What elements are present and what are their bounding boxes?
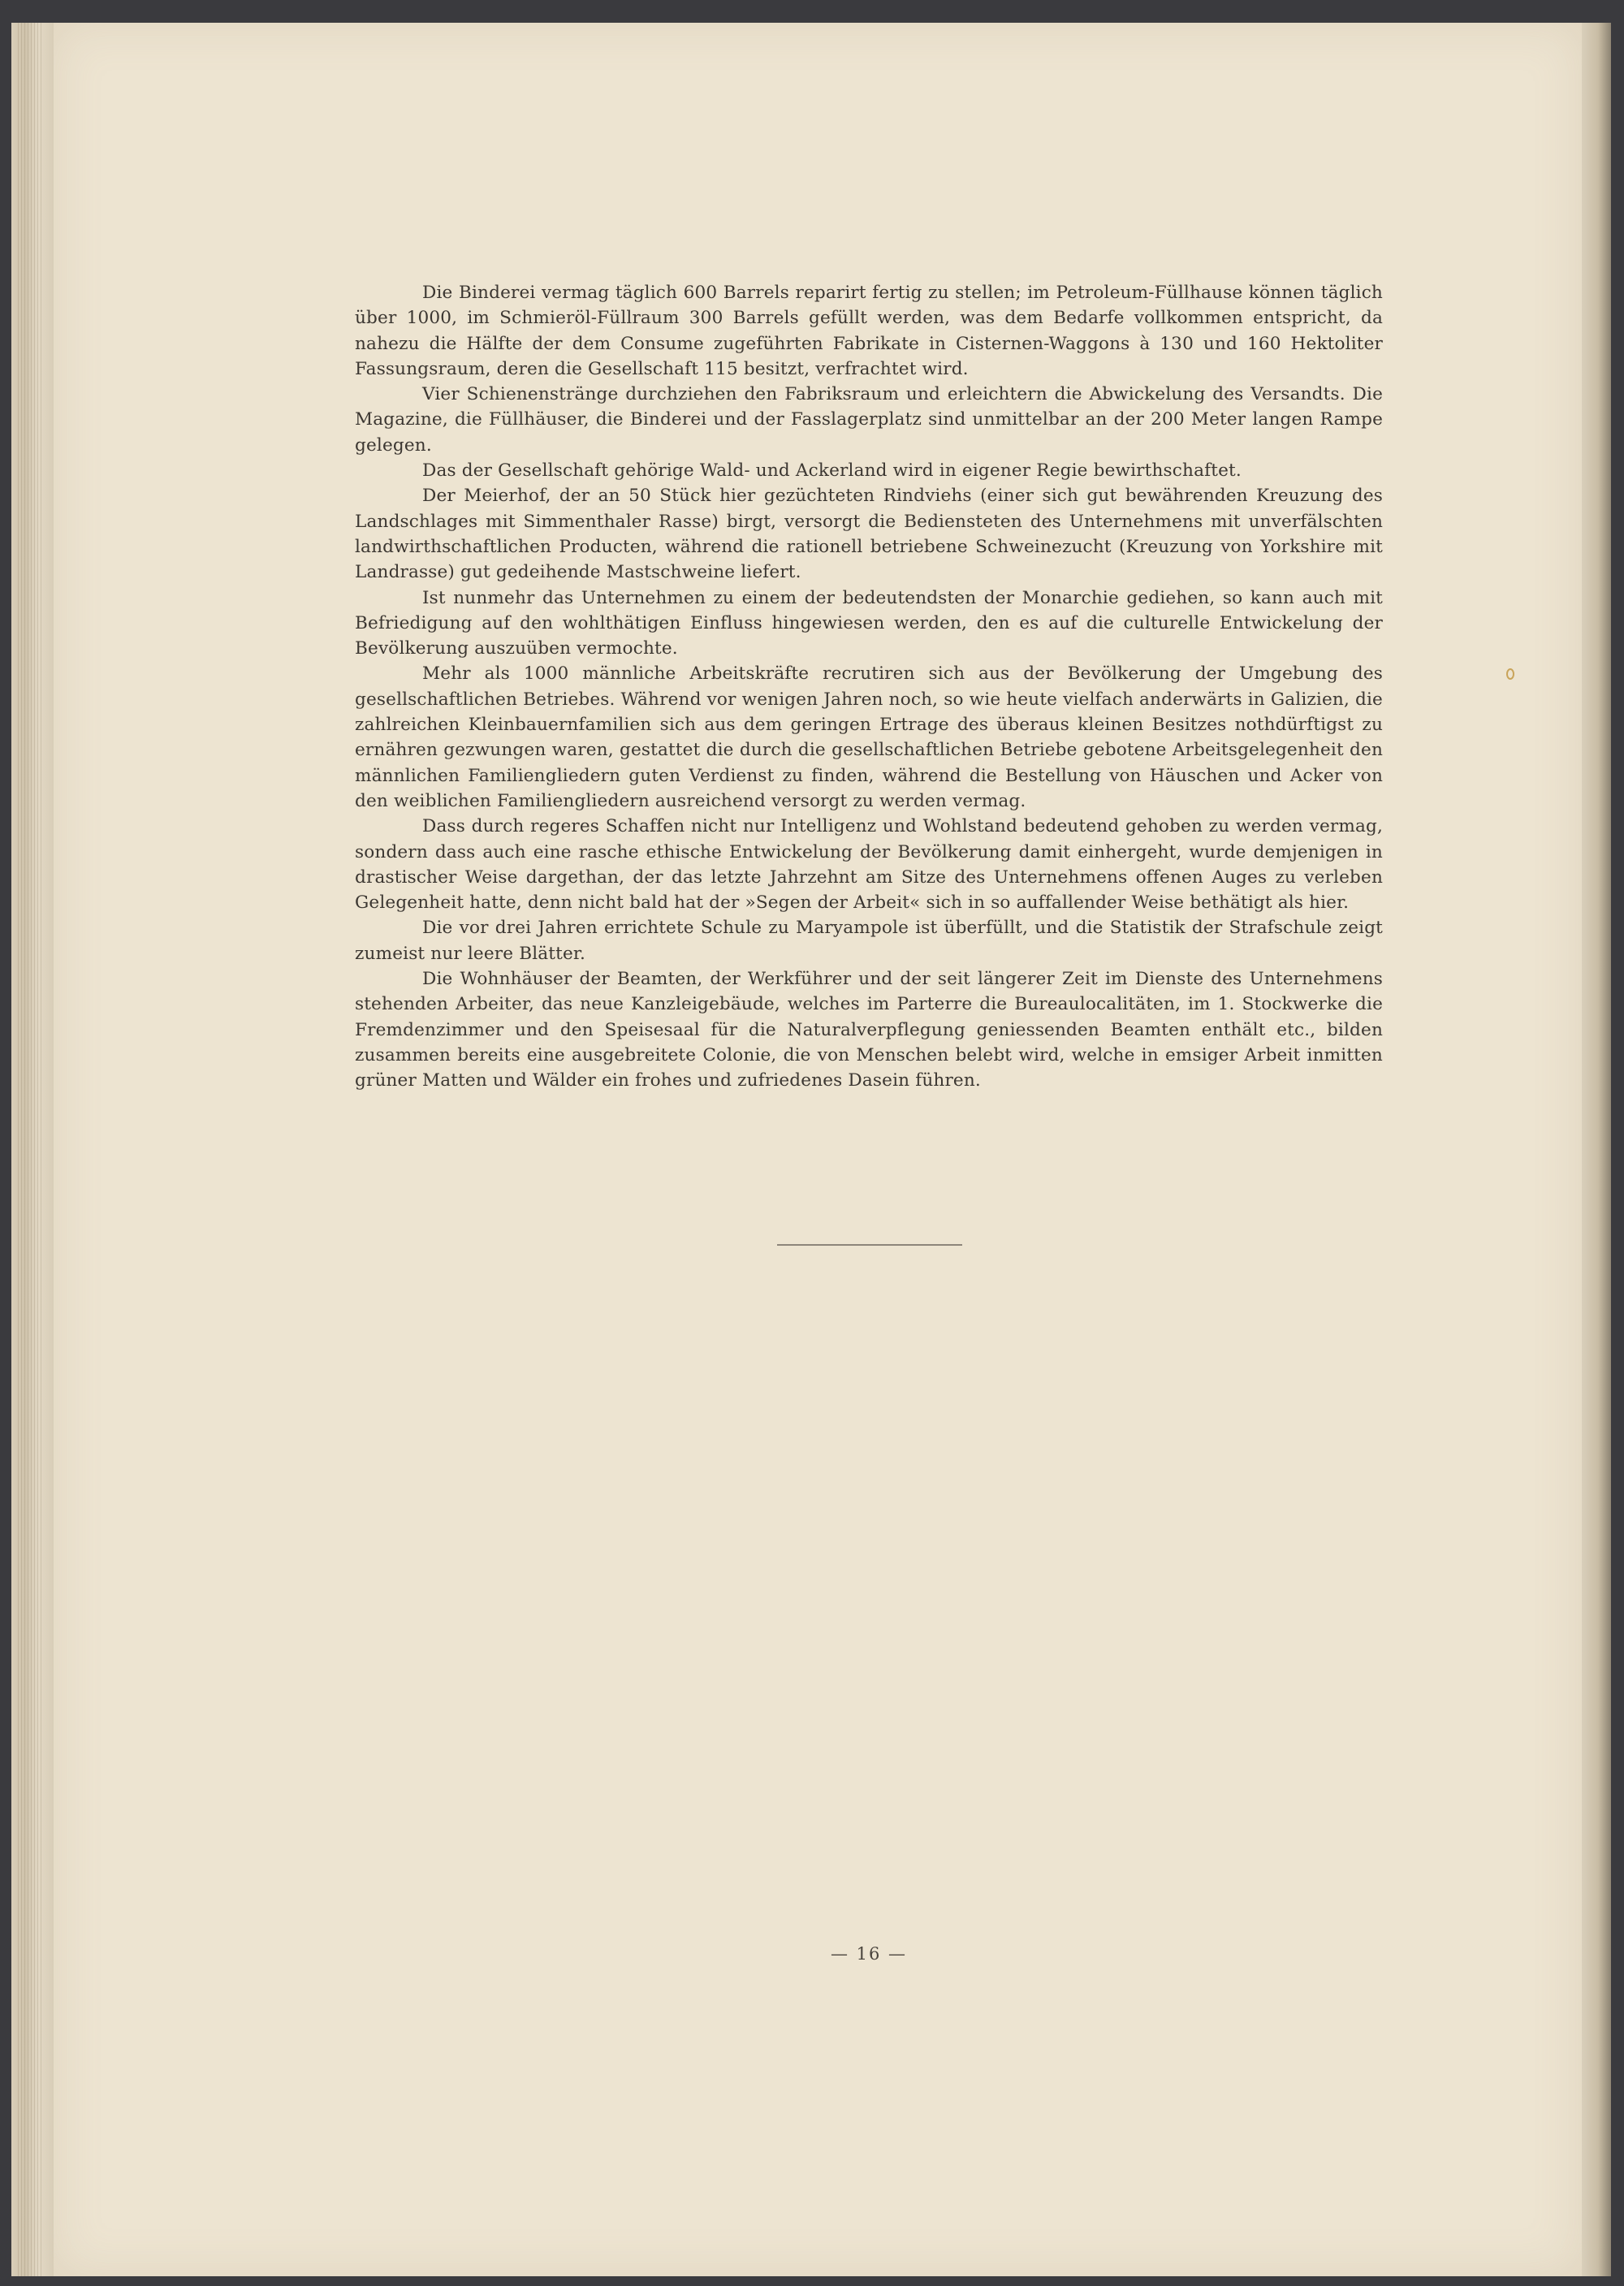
paragraph: Vier Schienenstränge durchziehen den Fabriksraum und erleichtern die Abwickelung des Versandts. Die Magazine, die Füllhäuser, die Binderei und der Fasslagerplatz sind unmittelbar an der 200 Meter langen Rampe gelegen. bbox=[355, 384, 1383, 456]
paragraph: Das der Gesellschaft gehörige Wald- und Ackerland wird in eigener Regie bewirthschaftet. bbox=[422, 460, 1242, 482]
page-number: — 16 — bbox=[830, 1944, 908, 1964]
paragraph: Die Wohnhäuser der Beamten, der Werkführer und der seit längerer Zeit im Dienste des Unternehmens stehenden Arbeiter, das neue Kanzleigebäude, welches im Parterre die Bureaulocalitäten, im 1. Stockwerke die Fremdenzimmer und den Speisesaal für die Naturalverpflegung geniessenden Beamten enthält etc., bilden zusammen bereits eine ausgebreitete Colonie, die von Menschen belebt wird, welche in emsiger Arbeit inmitten grüner Matten und Wälder ein frohes und zufriedenes Dasein führen. bbox=[355, 969, 1383, 1091]
section-end-rule bbox=[777, 1244, 962, 1246]
paragraph: Die Binderei vermag täglich 600 Barrels reparirt fertig zu stellen; im Petroleum-Füllhause können täglich über 1000, im Schmieröl-Füllraum 300 Barrels gefüllt werden, was dem Bedarfe vollkommen entspricht, da nahezu die Hälfte der dem Consume zugeführten Fabrikate in Cisternen-Waggons à 130 und 160 Hektoliter Fassungsraum, deren die Gesellschaft 115 besitzt, verfrachtet wird. bbox=[355, 283, 1383, 379]
paragraph: Dass durch regeres Schaffen nicht nur Intelligenz und Wohlstand bedeutend gehoben zu werden vermag, sondern dass auch eine rasche ethische Entwickelung der Bevölkerung damit einhergeht, wurde demjenigen in drastischer Weise dargethan, der das letzte Jahrzehnt am Sitze des Unternehmens offenen Auges zu verleben Gelegenheit hatte, denn nicht bald hat der »Segen der Arbeit« sich in so auffallender Weise bethätigt als hier. bbox=[355, 816, 1383, 914]
paragraph: Die vor drei Jahren errichtete Schule zu Maryampole ist überfüllt, und die Statistik der Strafschule zeigt zumeist nur leere Blätter. bbox=[355, 918, 1383, 964]
body-text bbox=[355, 280, 1383, 1094]
paragraph: Der Meierhof, der an 50 Stück hier gezüchteten Rindviehs (einer sich gut bewährenden Kreuzung des Landschlages mit Simmenthaler Rasse) birgt, versorgt die Bediensteten des Unternehmens mit unverfälschten landwirthschaftlichen Producten, während die rationell betriebene Schweinezucht (Kreuzung von Yorkshire mit Landrasse) gut gedeihende Mastschweine liefert. bbox=[355, 486, 1383, 583]
ink-blot-mark bbox=[1506, 668, 1514, 680]
paragraph: Ist nunmehr das Unternehmen zu einem der bedeutendsten der Monarchie gediehen, so kann auch mit Befriedigung auf den wohlthätigen Einfluss hingewiesen werden, den es auf die culturelle Entwickelung der Bevölkerung auszuüben vermochte. bbox=[355, 587, 1383, 659]
page-gutter-shadow bbox=[1582, 23, 1611, 2276]
page-stack-edge bbox=[11, 23, 58, 2276]
paragraph: Mehr als 1000 männliche Arbeitskräfte recrutiren sich aus der Bevölkerung der Umgebung des gesellschaftlichen Betriebes. Während vor wenigen Jahren noch, so wie heute vielfach anderwärts in Galizien, die zahlreichen Kleinbauernfamilien sich aus dem geringen Ertrage des überaus kleinen Besitzes nothdürftigst zu ernähren gezwungen waren, gestattet die durch die gesellschaftlichen Betriebe gebotene Arbeitsgelegenheit den männlichen Familiengliedern guten Verdienst zu finden, während die Bestellung von Häuschen und Acker von den weiblichen Familiengliedern ausreichend versorgt zu werden vermag. bbox=[355, 663, 1383, 811]
